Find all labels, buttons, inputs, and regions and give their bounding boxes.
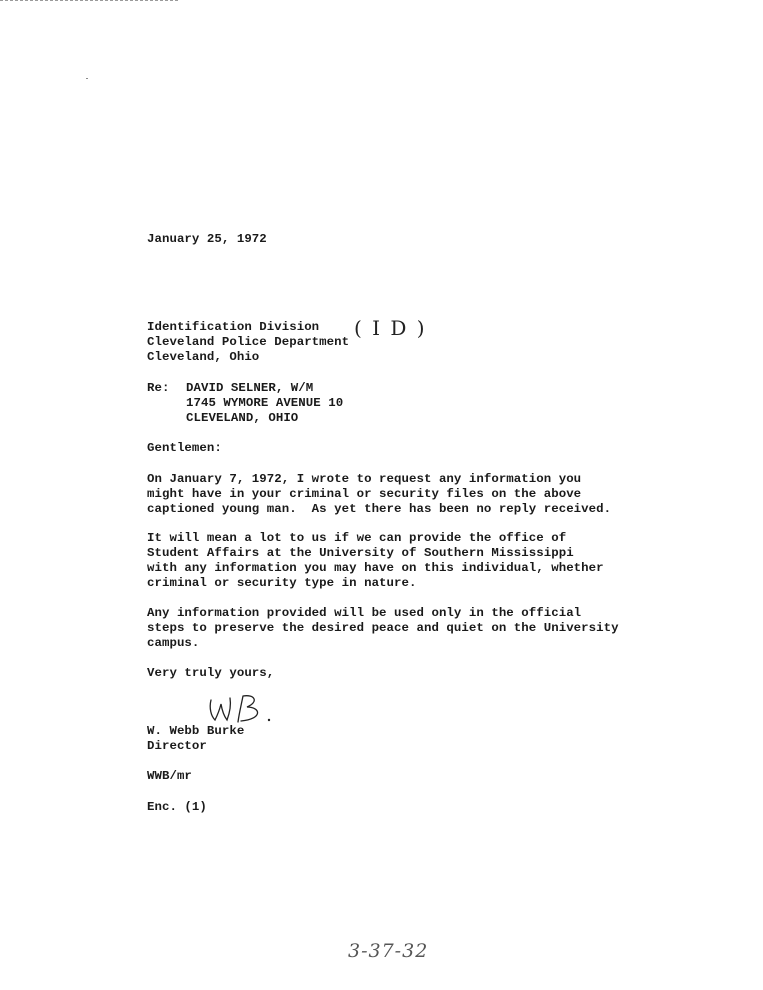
re-address-2: CLEVELAND, OHIO	[186, 411, 299, 425]
paragraph-2-line-2: Student Affairs at the University of Southern Mississippi	[147, 546, 574, 560]
handwritten-file-number: 3-37-32	[348, 940, 429, 962]
enclosure: Enc. (1)	[147, 800, 207, 814]
recipient-line-3: Cleveland, Ohio	[147, 350, 260, 364]
scan-speck	[86, 78, 88, 79]
paragraph-3-line-3: campus.	[147, 636, 200, 650]
paragraph-2-line-4: criminal or security type in nature.	[147, 576, 417, 590]
paragraph-1-line-2: might have in your criminal or security files on the above	[147, 487, 582, 501]
recipient-line-1: Identification Division	[147, 320, 320, 334]
signer-name: W. Webb Burke	[147, 724, 245, 738]
salutation: Gentlemen:	[147, 441, 222, 455]
paragraph-2-line-3: with any information you may have on this individual, whether	[147, 561, 604, 575]
re-name: DAVID SELNER, W/M	[186, 381, 314, 395]
paragraph-1-line-3: captioned young man. As yet there has been no reply received.	[147, 502, 612, 516]
reference-initials: WWB/mr	[147, 769, 192, 783]
letter-date: January 25, 1972	[147, 232, 267, 246]
paragraph-3-line-2: steps to preserve the desired peace and quiet on the University	[147, 621, 619, 635]
handwritten-id-note: ( I D )	[354, 316, 427, 340]
top-edge-marks	[0, 0, 178, 1]
paragraph-2-line-1: It will mean a lot to us if we can provide the office of	[147, 531, 567, 545]
handwritten-signature	[205, 692, 285, 726]
signer-title: Director	[147, 739, 207, 753]
recipient-line-2: Cleveland Police Department	[147, 335, 350, 349]
re-address-1: 1745 WYMORE AVENUE 10	[186, 396, 344, 410]
paragraph-3-line-1: Any information provided will be used only in the official	[147, 606, 582, 620]
re-label: Re:	[147, 381, 170, 395]
closing: Very truly yours,	[147, 666, 275, 680]
paragraph-1-line-1: On January 7, 1972, I wrote to request any information you	[147, 472, 582, 486]
